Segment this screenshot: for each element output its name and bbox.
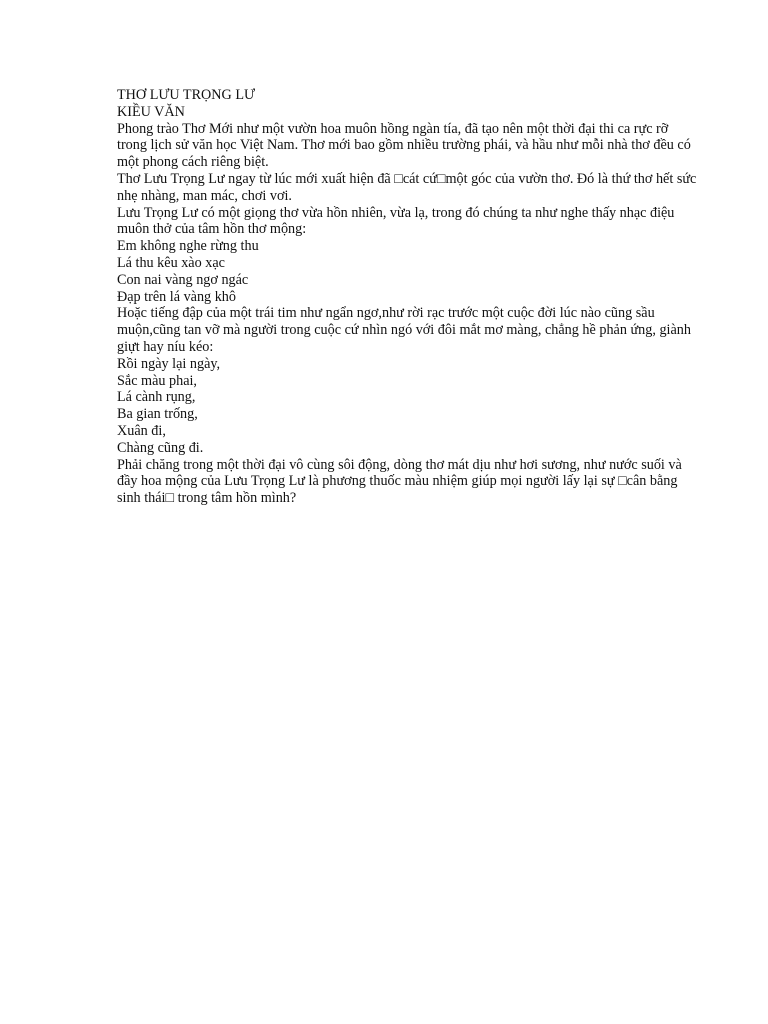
- poem-line: Ba gian trống,: [117, 406, 198, 423]
- poem-line: Lá thu kêu xào xạc: [117, 254, 225, 271]
- poem-line: Em không nghe rừng thu: [117, 238, 259, 255]
- paragraph-intro: Phong trào Thơ Mới như một vườn hoa muôn hồng ngàn tía, đã tạo nên một thời đại thi ca rực rỡ trong lịch sử văn học Việt Nam. Thơ mới bao gồm nhiều trường phái, và hầu như mỗi nhà thơ đều có một phong cách riêng biệt.: [117, 120, 691, 171]
- author-name: KIỀU VĂN: [117, 103, 185, 120]
- paragraph-heartbeat: Hoặc tiếng đập của một trái tim như ngẩn ngơ,như rời rạc trước một cuộc đời lúc nào cũng sầu muộn,cũng tan vỡ mà người trong cuộc cứ nhìn ngó với đôi mắt mơ màng, chẳng hề phản ứng, giành giựt hay níu kéo:: [117, 305, 691, 355]
- document-body: [117, 87, 697, 507]
- poem-line: Chàng cũng đi.: [117, 439, 204, 456]
- poem-line: Xuân đi,: [117, 422, 166, 439]
- poem-line: Lá cành rụng,: [117, 389, 196, 406]
- paragraph-voice: Lưu Trọng Lư có một giọng thơ vừa hồn nhiên, vừa lạ, trong đó chúng ta như nghe thấy nhạc điệu muôn thở của tâm hồn thơ mộng:: [117, 204, 675, 238]
- poem-line: Rồi ngày lại ngày,: [117, 355, 221, 372]
- poem-line: Con nai vàng ngơ ngác: [117, 271, 249, 288]
- paragraph-style: Thơ Lưu Trọng Lư ngay từ lúc mới xuất hiện đã □cát cứ□một góc của vườn thơ. Đó là thứ thơ hết sức nhẹ nhàng, man mác, chơi vơi.: [117, 170, 697, 204]
- paragraph-conclusion: Phải chăng trong một thời đại vô cùng sôi động, dòng thơ mát dịu như hơi sương, như nước suối và đầy hoa mộng của Lưu Trọng Lư là phương thuốc màu nhiệm giúp mọi người lấy lại sự □cân bằng sinh thái□ trong tâm hồn mình?: [117, 456, 682, 507]
- poem-line: Đạp trên lá vàng khô: [117, 288, 236, 305]
- document-title: THƠ LƯU TRỌNG LƯ: [117, 87, 256, 103]
- poem-line: Sắc màu phai,: [117, 372, 197, 389]
